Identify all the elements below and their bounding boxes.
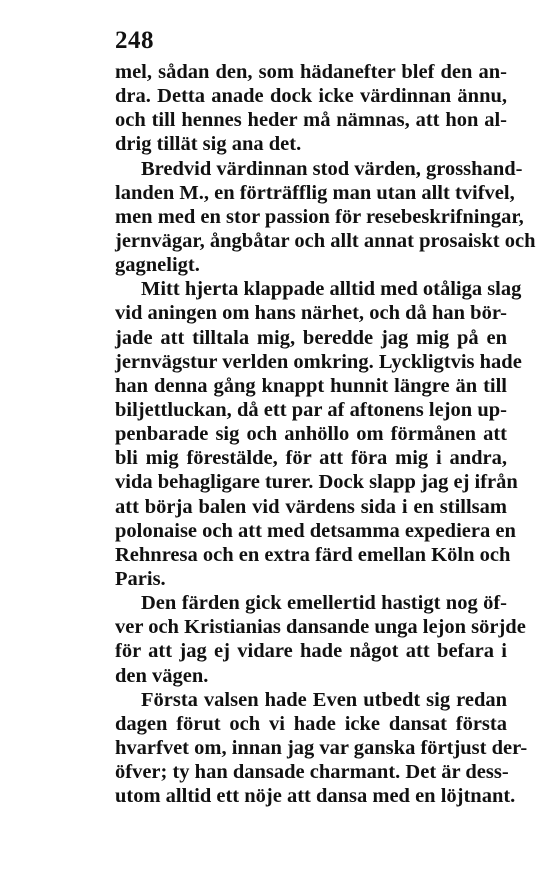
text-line: polonaise och att med detsamma expediera en xyxy=(115,519,516,542)
text-line: Första valsen hade Even utbedt sig redan xyxy=(141,688,507,711)
text-line: dra. Detta anade dock icke värdinnan ännu, xyxy=(115,85,507,108)
text-line: att börja balen vid värdens sida i en stillsam xyxy=(115,495,507,518)
text-line: utom alltid ett nöje att dansa med en löjtnant. xyxy=(115,785,516,808)
text-line: men med en stor passion för resebeskrifningar, xyxy=(115,205,524,228)
text-line: penbarade sig och anhöllo om förmånen att xyxy=(115,423,507,446)
text-line: ver och Kristianias dansande unga lejon sörjde xyxy=(115,616,526,639)
text-line: han denna gång knappt hunnit längre än till xyxy=(115,374,507,397)
text-line: landen M., en förträfflig man utan allt tvifvel, xyxy=(115,181,515,204)
body-text xyxy=(115,60,536,808)
text-line: hvarfvet om, innan jag var ganska förtjust der- xyxy=(115,736,528,759)
text-line: Paris. xyxy=(115,567,166,590)
text-line: öfver; ty han dansade charmant. Det är dess- xyxy=(115,761,509,784)
text-line: dagen förut och vi hade icke dansat första xyxy=(115,712,507,735)
text-line: den vägen. xyxy=(115,664,209,687)
text-line: bli mig förestälde, för att föra mig i andra, xyxy=(115,447,507,470)
text-line: jernvägar, ångbåtar och allt annat prosaiskt och xyxy=(115,229,536,252)
text-line: vid aningen om hans närhet, och då han bör- xyxy=(115,302,507,325)
text-line: Den färden gick emellertid hastigt nog öf- xyxy=(141,592,507,615)
text-line: och till hennes heder må nämnas, att hon al- xyxy=(115,109,507,132)
text-line: vida behagligare turer. Dock slapp jag ej ifrån xyxy=(115,471,518,494)
text-line: Mitt hjerta klappade alltid med otåliga slag xyxy=(141,278,522,301)
text-line: jade att tilltala mig, beredde jag mig på en xyxy=(115,326,507,349)
text-line: drig tillät sig ana det. xyxy=(115,133,302,156)
text-line: Rehnresa och en extra färd emellan Köln och xyxy=(115,543,511,566)
text-line: gagneligt. xyxy=(115,254,200,277)
text-line: Bredvid värdinnan stod värden, grosshand- xyxy=(141,157,523,180)
text-line: för att jag ej vidare hade något att befara i xyxy=(115,640,507,663)
text-line: jernvägstur verlden omkring. Lyckligtvis hade xyxy=(115,350,522,373)
text-line: mel, sådan den, som hädanefter blef den an- xyxy=(115,61,507,83)
page-number: 248 xyxy=(115,27,154,54)
text-line: biljettluckan, då ett par af aftonens lejon up- xyxy=(115,398,507,421)
